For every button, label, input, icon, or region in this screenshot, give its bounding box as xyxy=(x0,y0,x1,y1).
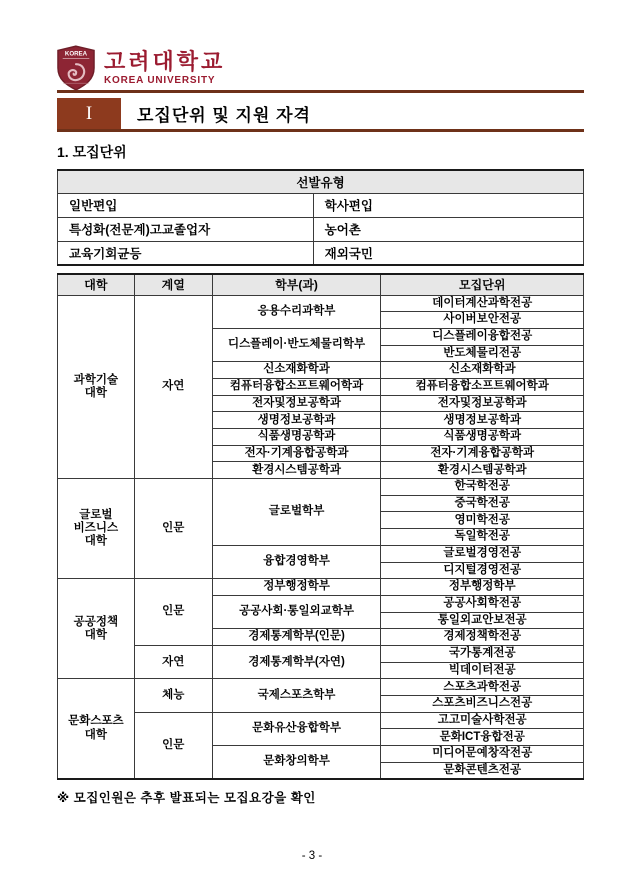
main-table-row xyxy=(58,679,584,696)
selection-type-cell: 특성화(전문계)고교졸업자 xyxy=(58,217,314,241)
major-cell: 글로벌경영전공 xyxy=(381,545,584,562)
department-cell: 전자및정보공학과 xyxy=(212,395,381,412)
track-column-header: 계열 xyxy=(134,274,212,295)
department-cell: 컴퓨터융합소프트웨어학과 xyxy=(212,378,381,395)
major-cell: 식품생명공학과 xyxy=(381,429,584,446)
track-cell: 인문 xyxy=(134,579,212,646)
department-cell: 응용수리과학부 xyxy=(212,295,381,328)
major-cell: 전자·기계융합공학과 xyxy=(381,445,584,462)
major-cell: 반도체물리전공 xyxy=(381,345,584,362)
major-cell: 공공사회학전공 xyxy=(381,595,584,612)
major-column-header: 모집단위 xyxy=(381,274,584,295)
department-cell: 디스플레이·반도체물리학부 xyxy=(212,328,381,361)
major-cell: 스포츠비즈니스전공 xyxy=(381,696,584,713)
main-table-row xyxy=(58,645,584,662)
department-cell: 경제통계학부(인문) xyxy=(212,629,381,646)
document-page xyxy=(57,0,584,806)
department-cell: 국제스포츠학부 xyxy=(212,679,381,712)
recruitment-units-table xyxy=(57,273,584,780)
major-cell: 환경시스템공학과 xyxy=(381,462,584,479)
section-numeral-badge: I xyxy=(57,98,121,129)
college-cell: 과학기술 대학 xyxy=(58,295,135,479)
department-cell: 융합경영학부 xyxy=(212,545,381,578)
college-cell: 글로벌 비즈니스 대학 xyxy=(58,479,135,579)
selection-type-cell: 교육기회균등 xyxy=(58,241,314,265)
university-logo xyxy=(57,0,584,90)
major-cell: 경제정책학전공 xyxy=(381,629,584,646)
major-cell: 국가통계전공 xyxy=(381,645,584,662)
university-name-english: KOREA UNIVERSITY xyxy=(104,74,216,86)
department-column-header: 학부(과) xyxy=(212,274,381,295)
selection-table-row xyxy=(58,193,584,217)
major-cell: 빅데이터전공 xyxy=(381,662,584,679)
university-crest-icon xyxy=(57,45,95,91)
department-cell: 정부행정학부 xyxy=(212,579,381,596)
main-table-row xyxy=(58,295,584,312)
major-cell: 데이터계산과학전공 xyxy=(381,295,584,312)
selection-table-row xyxy=(58,217,584,241)
major-cell: 문화ICT융합전공 xyxy=(381,729,584,746)
main-table-header-row xyxy=(58,274,584,295)
major-cell: 독일학전공 xyxy=(381,529,584,546)
major-cell: 신소재화학과 xyxy=(381,362,584,379)
major-cell: 생명정보공학과 xyxy=(381,412,584,429)
page-number: - 3 - xyxy=(301,849,323,862)
major-cell: 문화콘텐츠전공 xyxy=(381,762,584,779)
department-cell: 환경시스템공학과 xyxy=(212,462,381,479)
main-table-row xyxy=(58,579,584,596)
major-cell: 사이버보안전공 xyxy=(381,312,584,329)
subsection-title: 1. 모집단위 xyxy=(57,144,127,160)
main-table-body xyxy=(58,295,584,779)
major-cell: 컴퓨터융합소프트웨어학과 xyxy=(381,378,584,395)
major-cell: 한국학전공 xyxy=(381,479,584,496)
department-cell: 생명정보공학과 xyxy=(212,412,381,429)
section-title: 모집단위 및 지원 자격 xyxy=(137,106,311,125)
major-cell: 정부행정학부 xyxy=(381,579,584,596)
university-name-korean: 고려대학교 xyxy=(104,49,226,75)
selection-table-row xyxy=(58,241,584,265)
selection-type-cell: 학사편입 xyxy=(313,193,583,217)
track-cell: 자연 xyxy=(134,645,212,678)
department-cell: 식품생명공학과 xyxy=(212,429,381,446)
track-cell: 인문 xyxy=(134,479,212,579)
major-cell: 전자및정보공학과 xyxy=(381,395,584,412)
selection-type-cell: 재외국민 xyxy=(313,241,583,265)
selection-type-table xyxy=(57,169,584,266)
selection-table-header: 선발유형 xyxy=(58,170,584,193)
department-cell: 문화유산융합학부 xyxy=(212,712,381,745)
college-cell: 공공정책 대학 xyxy=(58,579,135,679)
major-cell: 디지털경영전공 xyxy=(381,562,584,579)
svg-text:KOREA: KOREA xyxy=(64,50,88,58)
section-header xyxy=(57,98,584,132)
major-cell: 고고미술사학전공 xyxy=(381,712,584,729)
header-divider-rule xyxy=(57,90,584,93)
department-cell: 경제통계학부(자연) xyxy=(212,645,381,678)
major-cell: 디스플레이융합전공 xyxy=(381,328,584,345)
department-cell: 전자·기계융합공학과 xyxy=(212,445,381,462)
department-cell: 공공사회·통일외교학부 xyxy=(212,595,381,628)
department-cell: 문화창의학부 xyxy=(212,746,381,779)
college-cell: 문화스포츠 대학 xyxy=(58,679,135,779)
main-table-row xyxy=(58,712,584,729)
major-cell: 중국학전공 xyxy=(381,495,584,512)
major-cell: 미디어문예창작전공 xyxy=(381,746,584,763)
department-cell: 신소재화학과 xyxy=(212,362,381,379)
college-column-header: 대학 xyxy=(58,274,135,295)
main-table-row xyxy=(58,479,584,496)
major-cell: 통일외교안보전공 xyxy=(381,612,584,629)
selection-type-cell: 일반편입 xyxy=(58,193,314,217)
selection-table-header-row xyxy=(58,170,584,193)
track-cell: 자연 xyxy=(134,295,212,479)
track-cell: 체능 xyxy=(134,679,212,712)
university-name xyxy=(104,50,225,85)
footnote: ※ 모집인원은 추후 발표되는 모집요강을 확인 xyxy=(57,790,316,805)
major-cell: 영미학전공 xyxy=(381,512,584,529)
selection-type-cell: 농어촌 xyxy=(313,217,583,241)
major-cell: 스포츠과학전공 xyxy=(381,679,584,696)
track-cell: 인문 xyxy=(134,712,212,779)
department-cell: 글로벌학부 xyxy=(212,479,381,546)
